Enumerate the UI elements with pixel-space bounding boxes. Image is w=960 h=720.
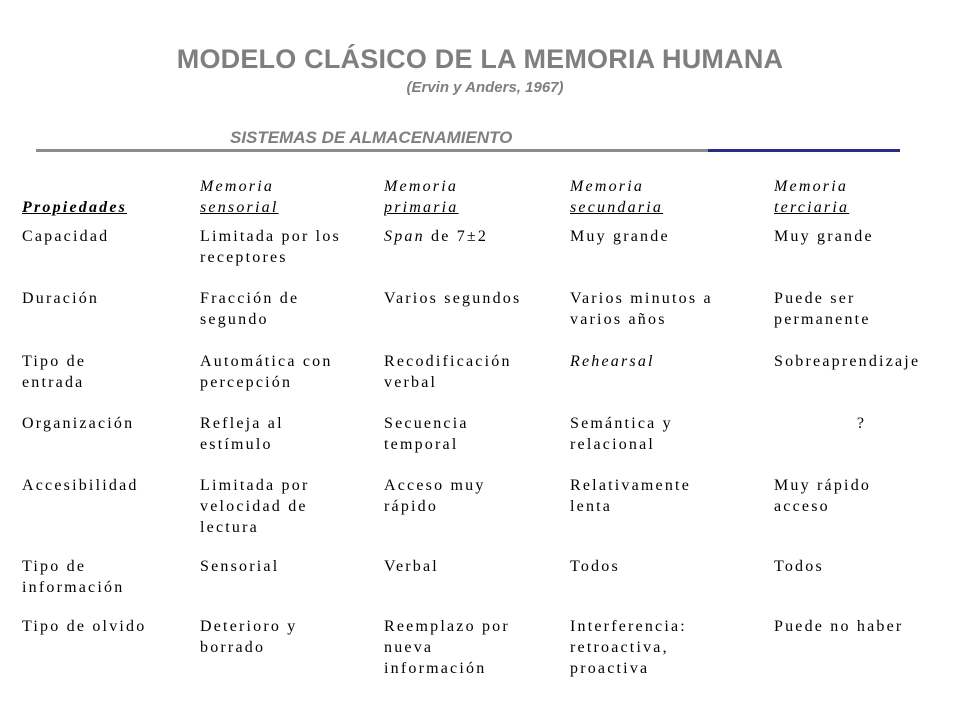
table-row [18, 475, 949, 556]
cell-text: velocidad de [200, 498, 308, 515]
cell-text: Capacidad [22, 228, 110, 245]
cell-text: Tipo de [22, 558, 87, 575]
cell-text: Accesibilidad [22, 477, 139, 494]
table-cell [384, 226, 570, 288]
cell-text: receptores [200, 249, 288, 266]
cell-text: Verbal [384, 558, 439, 575]
memory-systems-table [18, 176, 949, 686]
cell-text: borrado [200, 639, 266, 656]
table-cell [570, 351, 774, 413]
cell-text: lectura [200, 519, 259, 536]
cell-text: ? [856, 415, 867, 432]
table-cell [570, 616, 774, 686]
cell-text: Limitada por [200, 477, 310, 494]
header-propiedades [18, 176, 200, 226]
table-cell [200, 288, 384, 351]
table-cell [570, 475, 774, 556]
header-text: Memoria [570, 178, 645, 195]
cell-text: Todos [774, 558, 824, 575]
table-row [18, 413, 949, 475]
table-cell [774, 351, 949, 413]
cell-text: Acceso muy [384, 477, 486, 494]
table-cell [200, 556, 384, 616]
cell-text: nueva [384, 639, 434, 656]
row-label [18, 616, 200, 686]
table-cell [570, 288, 774, 351]
table-cell [774, 288, 949, 351]
cell-text: Puede ser [774, 290, 856, 307]
header-text: secundaria [570, 199, 664, 216]
cell-text: Muy grande [774, 228, 874, 245]
cell-text: acceso [774, 498, 830, 515]
cell-text: Secuencia [384, 415, 469, 432]
cell-text: relacional [570, 436, 656, 453]
table-cell [200, 351, 384, 413]
cell-text: Tipo de olvido [22, 618, 147, 635]
header-text: Propiedades [22, 199, 128, 216]
page-subtitle: (Ervin y Anders, 1967) [406, 79, 564, 96]
header-memoria-sensorial [200, 176, 384, 226]
divider-blue [708, 149, 900, 152]
header-memoria-terciaria [774, 176, 949, 226]
cell-text: Interferencia: [570, 618, 687, 635]
cell-text: Relativamente [570, 477, 692, 494]
cell-text: Duración [22, 290, 100, 307]
table-cell [200, 475, 384, 556]
cell-text: retroactiva, [570, 639, 669, 656]
row-label [18, 556, 200, 616]
cell-text: Semántica y [570, 415, 673, 432]
cell-text: Fracción de [200, 290, 300, 307]
cell-text: Refleja al [200, 415, 284, 432]
page-title: MODELO CLÁSICO DE LA MEMORIA HUMANA [176, 44, 784, 74]
cell-text: segundo [200, 311, 269, 328]
table-row [18, 556, 949, 616]
header-text: Memoria [774, 178, 849, 195]
cell-text: varios años [570, 311, 667, 328]
cell-text: de 7±2 [424, 228, 489, 245]
cell-text: verbal [384, 374, 438, 391]
table-cell [774, 475, 949, 556]
cell-text: Muy rápido [774, 477, 872, 494]
row-label [18, 475, 200, 556]
table-cell [384, 475, 570, 556]
cell-text: proactiva [570, 660, 650, 677]
header-text: terciaria [774, 199, 850, 216]
cell-text: información [384, 660, 487, 677]
table-cell [384, 556, 570, 616]
table-cell [200, 616, 384, 686]
header-text: primaria [384, 199, 459, 216]
table-cell [384, 413, 570, 475]
cell-text: Recodificación [384, 353, 512, 370]
table-header-row [18, 176, 949, 226]
row-label [18, 413, 200, 475]
table-cell [570, 556, 774, 616]
cell-text: Sensorial [200, 558, 280, 575]
table-cell [774, 616, 949, 686]
cell-text: Varios minutos a [570, 290, 713, 307]
cell-text: Sobreaprendizaje [774, 353, 921, 370]
row-label [18, 226, 200, 288]
cell-text: Span [384, 228, 425, 245]
header-memoria-primaria [384, 176, 570, 226]
table-row [18, 351, 949, 413]
header-text: Memoria [200, 178, 275, 195]
table-row [18, 616, 949, 686]
cell-text: Muy grande [570, 228, 670, 245]
cell-text: Varios segundos [384, 290, 522, 307]
table-cell [200, 413, 384, 475]
cell-text: Organización [22, 415, 135, 432]
cell-text: Automática con [200, 353, 333, 370]
table-cell [570, 413, 774, 475]
table-cell [570, 226, 774, 288]
cell-text: Puede no haber [774, 618, 904, 635]
table-cell [774, 556, 949, 616]
table-row [18, 226, 949, 288]
header-memoria-secundaria [570, 176, 774, 226]
cell-text: información [22, 579, 125, 596]
cell-text: estímulo [200, 436, 273, 453]
table-row [18, 288, 949, 351]
cell-text: percepción [200, 374, 293, 391]
cell-text: Tipo de [22, 353, 87, 370]
table-cell [384, 616, 570, 686]
table-cell [384, 288, 570, 351]
cell-text: Deterioro y [200, 618, 298, 635]
table-cell [774, 226, 949, 288]
section-heading: SISTEMAS DE ALMACENAMIENTO [230, 128, 513, 147]
row-label [18, 288, 200, 351]
cell-text: Todos [570, 558, 620, 575]
cell-text: lenta [570, 498, 613, 515]
cell-text: permanente [774, 311, 871, 328]
row-label [18, 351, 200, 413]
divider-gray [36, 149, 708, 152]
table-cell [774, 413, 949, 475]
cell-text: rápido [384, 498, 439, 515]
table-cell [200, 226, 384, 288]
header-text: sensorial [200, 199, 279, 216]
header-text: Memoria [384, 178, 459, 195]
table-cell [384, 351, 570, 413]
cell-text: temporal [384, 436, 459, 453]
cell-text: Rehearsal [570, 353, 655, 370]
cell-text: entrada [22, 374, 85, 391]
cell-text: Reemplazo por [384, 618, 510, 635]
cell-text: Limitada por los [200, 228, 341, 245]
